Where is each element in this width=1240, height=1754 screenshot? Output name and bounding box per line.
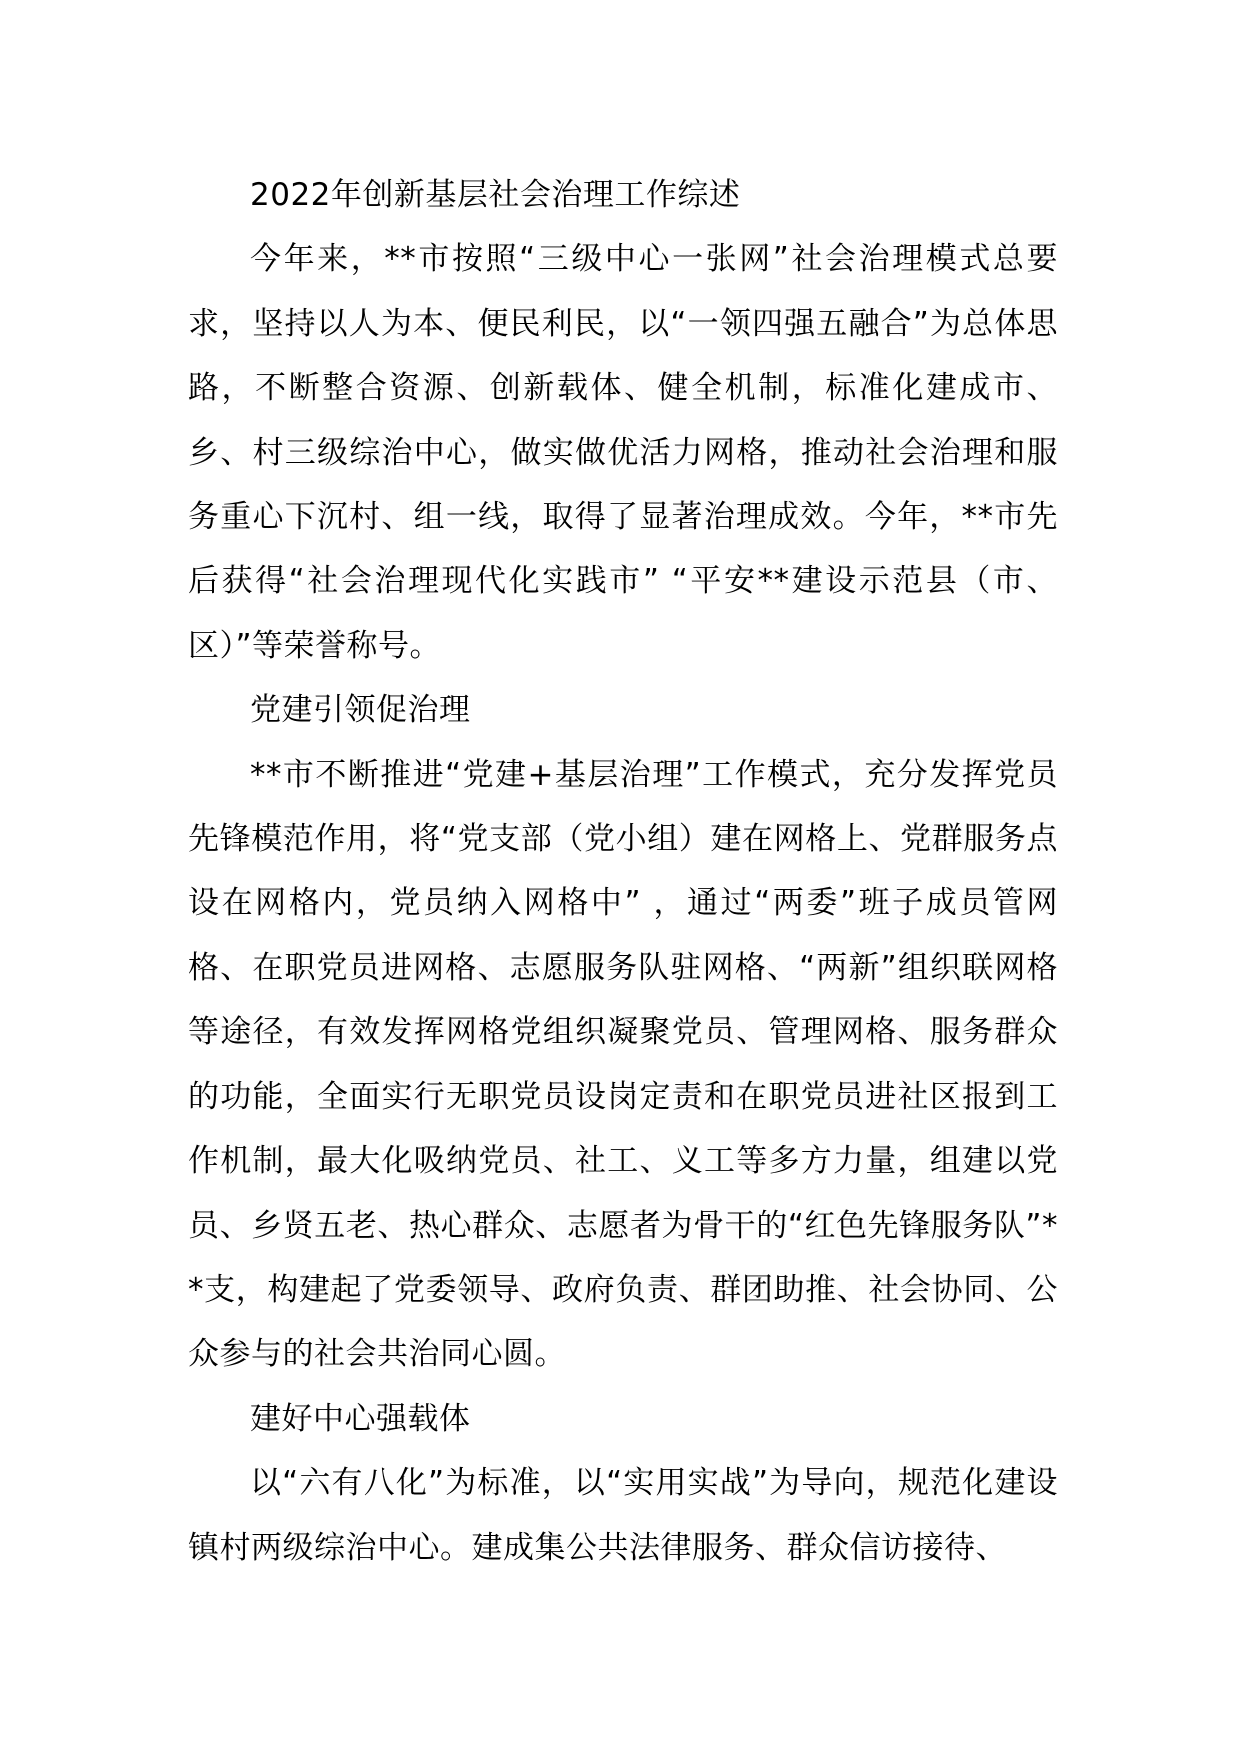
section-paragraph-center-building: 以“六有八化”为标准，以“实用实战”为导向，规范化建设镇村两级综治中心。建成集公共法律服务、群众信访接待、: [188, 1465, 1058, 1566]
document-title: 2022年创新基层社会治理工作综述: [250, 177, 741, 213]
document-body: [188, 163, 1058, 1580]
intro-paragraph: 今年来，**市按照“三级中心一张网”社会治理模式总要求，坚持以人为本、便民利民，以“一领四强五融合”为总体思路，不断整合资源、创新载体、健全机制，标准化建成市、乡、村三级综治中心，做实做优活力网格，推动社会治理和服务重心下沉村、组一线，取得了显著治理成效。今年，**市先后获得“社会治理现代化实践市” “平安**建设示范县（市、区）”等荣誉称号。: [188, 241, 1058, 664]
section-heading-center-building: 建好中心强载体: [250, 1400, 471, 1437]
section-paragraph-party-building: **市不断推进“党建+基层治理”工作模式，充分发挥党员先锋模范作用，将“党支部（党小组）建在网格上、党群服务点设在网格内，党员纳入网格中” ，通过“两委”班子成员管网格、在职党员进网格、志愿服务队驻网格、“两新”组织联网格等途径，有效发挥网格党组织凝聚党员、管理网格、服务群众的功能，全面实行无职党员设岗定责和在职党员进社区报到工作机制，最大化吸纳党员、社工、义工等多方力量，组建以党员、乡贤五老、热心群众、志愿者为骨干的“红色先锋服务队”**支，构建起了党委领导、政府负责、群团助推、社会协同、公众参与的社会共治同心圆。: [188, 756, 1058, 1373]
section-heading-party-building: 党建引领促治理: [250, 692, 471, 729]
